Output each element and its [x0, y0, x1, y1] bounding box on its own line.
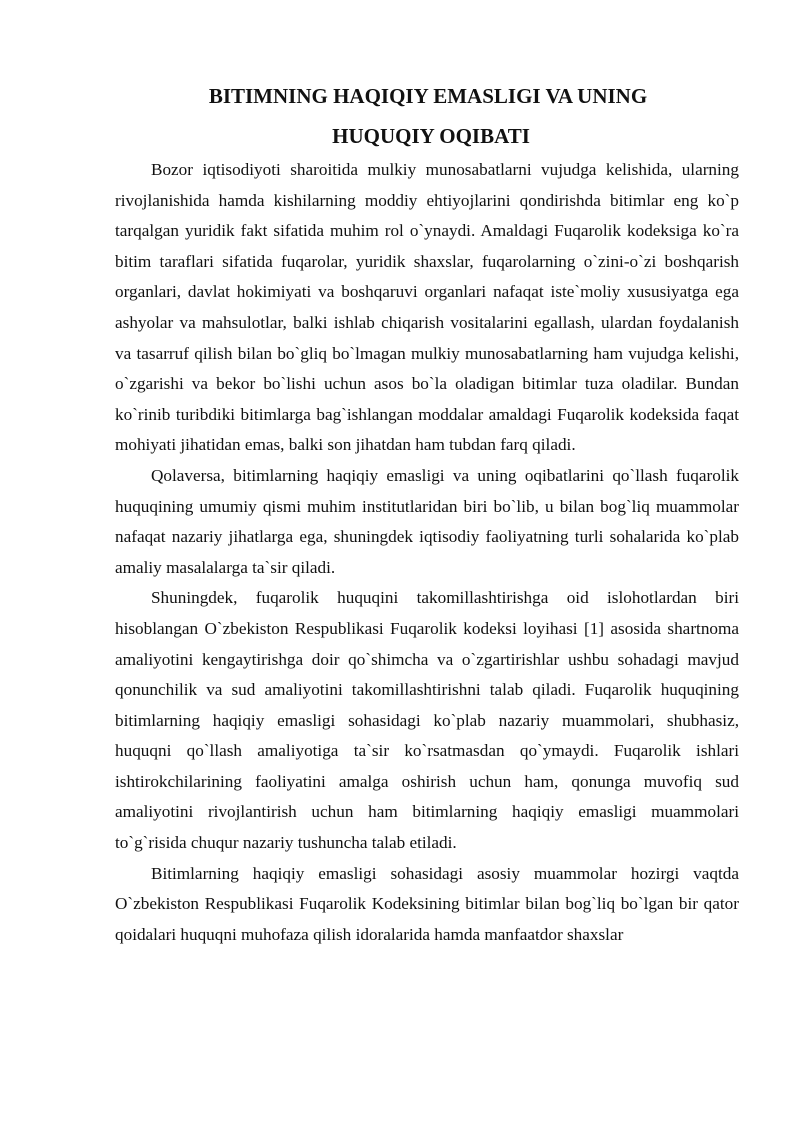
paragraph: Shuningdek, fuqarolik huquqini takomillashtirishga oid islohotlardan biri hisoblangan O`zbekiston Respublikasi Fuqarolik kodeksi loyihasi [1] asosida shartnoma amaliyotini kengaytirishga doir qo`shimcha va o`zgartirishlar ushbu sohadagi mavjud qonunchilik va sud amaliyotini takomillashtirishni talab qiladi. Fuqarolik huquqining bitimlarning haqiqiy emasligi sohasidagi ko`plab nazariy muammolari, shubhasiz, huquqni qo`llash amaliyotiga ta`sir ko`rsatmasdan qo`ymaydi. Fuqarolik ishlari ishtirokchilarining faoliyatini amalga oshirish uchun ham, qonunga muvofiq sud amaliyotini rivojlantirish uchun ham bitimlarning haqiqiy emasligi muammolari to`g`risida chuqur nazariy tushuncha talab etiladi. — [115, 588, 739, 853]
body-text — [115, 155, 739, 950]
paragraph: Qolaversa, bitimlarning haqiqiy emasligi va uning oqibatlarini qo`llash fuqarolik huquqining umumiy qismi muhim institutlaridan biri bo`lib, u bilan bog`liq muammolar nafaqat nazariy jihatlarga ega, shuningdek iqtisodiy faoliyatning turli sohalarida ko`plab amaliy masalalarga ta`sir qiladi. — [115, 465, 739, 577]
title-line-2: HUQUQIY OQIBATI — [332, 124, 530, 148]
paragraph: Bozor iqtisodiyoti sharoitida mulkiy munosabatlarni vujudga kelishida, ularning rivojlanishida hamda kishilarning moddiy ehtiyojlarini qondirishda bitimlar eng ko`p tarqalgan yuridik fakt sifatida muhim rol o`ynaydi. Amaldagi Fuqarolik kodeksiga ko`ra bitim taraflari sifatida fuqarolar, yuridik shaxslar, fuqarolarning o`zini-o`zi boshqarish organlari, davlat hokimiyati va boshqaruvi organlari nafaqat iste`moliy xususiyatga ega ashyolar va mahsulotlar, balki ishlab chiqarish vositalarini egallash, ulardan foydalanish va tasarruf qilish bilan bo`gliq bo`lmagan mulkiy munosabatlarning ham vujudga kelishi, o`zgarishi va bekor bo`lishi uchun asos bo`la oladigan bitimlar tuza oladilar. Bundan ko`rinib turibdiki bitimlarga bag`ishlangan moddalar amaldagi Fuqarolik kodeksida faqat mohiyati jihatidan emas, balki son jihatdan ham tubdan farq qiladi. — [115, 160, 739, 455]
paragraph: Bitimlarning haqiqiy emasligi sohasidagi asosiy muammolar hozirgi vaqtda O`zbekiston Respublikasi Fuqarolik Kodeksining bitimlar bilan bog`liq bo`lgan bir qator qoidalari huquqni muhofaza qilish idoralarida hamda manfaatdor shaxslar — [115, 863, 739, 944]
page-title — [118, 76, 738, 156]
title-line-1: BITIMNING HAQIQIY EMASLIGI VA UNING — [208, 84, 648, 108]
